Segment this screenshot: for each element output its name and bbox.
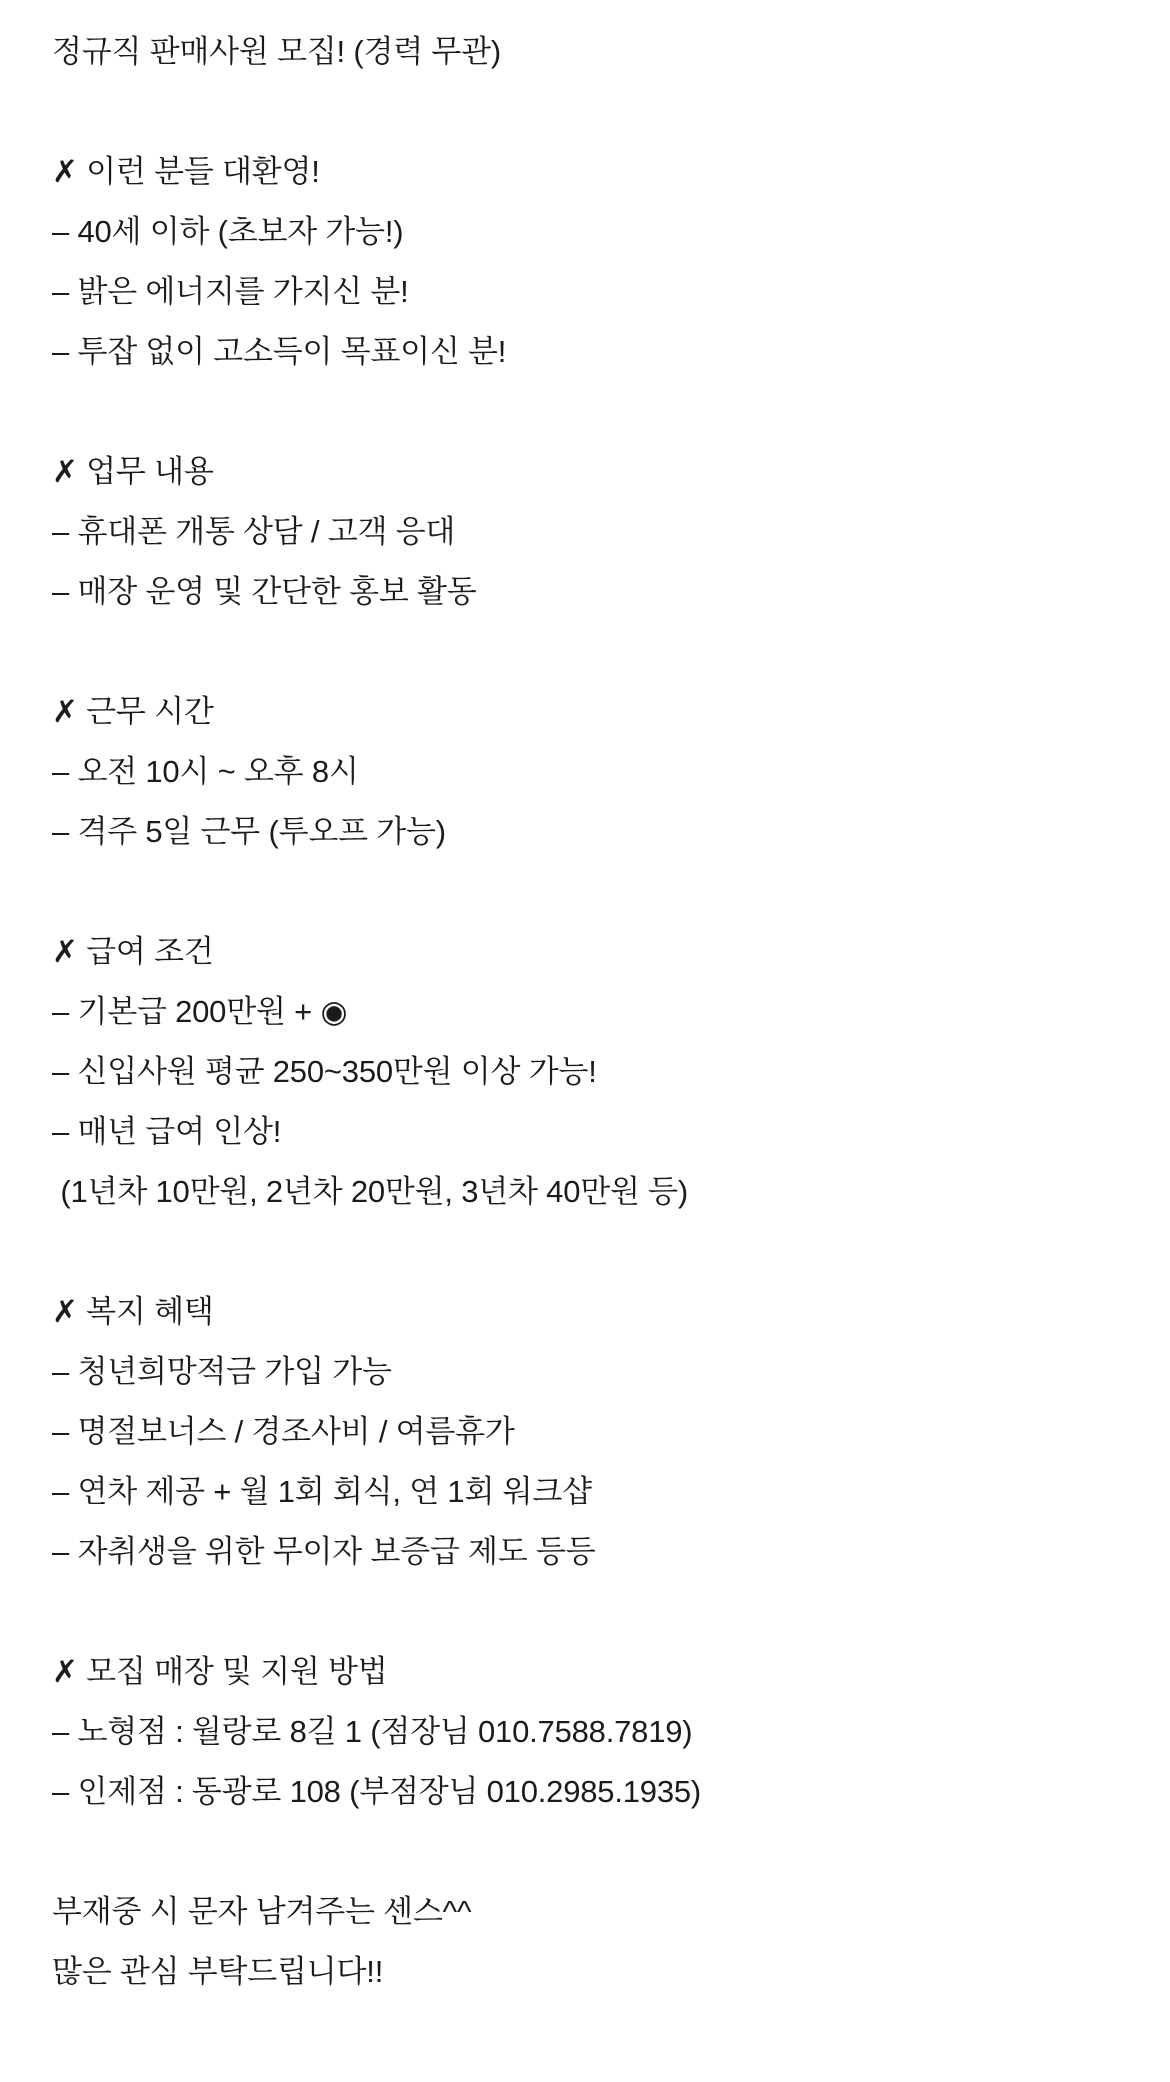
spacer — [52, 1222, 1118, 1282]
closing-line: 부재중 시 문자 남겨주는 센스^^ — [52, 1894, 472, 1929]
section-line: – 인제점 : 동광로 108 (부점장님 010.2985.1935) — [52, 1774, 702, 1809]
section-line: (1년차 10만원, 2년차 20만원, 3년차 40만원 등) — [52, 1174, 689, 1209]
section-line: – 노형점 : 월랑로 8길 1 (점장님 010.7588.7819) — [52, 1714, 693, 1749]
page-title: 정규직 판매사원 모집! (경력 무관) — [52, 34, 502, 69]
section-line: – 밝은 에너지를 가지신 분! — [52, 274, 409, 309]
section-line: – 오전 10시 ~ 오후 8시 — [52, 754, 359, 789]
section-line: – 자취생을 위한 무이자 보증급 제도 등등 — [52, 1534, 596, 1569]
spacer — [52, 622, 1118, 682]
section-line: – 투잡 없이 고소득이 목표이신 분! — [52, 334, 507, 369]
section-heading: ✗ 근무 시간 — [52, 694, 214, 729]
spacer — [52, 382, 1118, 442]
spacer — [52, 82, 1118, 142]
section-preferred-applicants — [52, 142, 1118, 382]
closing-message — [52, 1882, 1118, 2002]
section-locations-and-apply — [52, 1642, 1118, 1822]
section-line: – 40세 이하 (초보자 가능!) — [52, 214, 404, 249]
section-line: – 신입사원 평균 250~350만원 이상 가능! — [52, 1054, 597, 1089]
closing-line: 많은 관심 부탁드립니다!! — [52, 1954, 384, 1989]
section-working-hours — [52, 682, 1118, 862]
section-line: – 격주 5일 근무 (투오프 가능) — [52, 814, 446, 849]
spacer — [52, 1582, 1118, 1642]
section-job-duties — [52, 442, 1118, 622]
section-heading: ✗ 급여 조건 — [52, 934, 214, 969]
section-line: – 매년 급여 인상! — [52, 1114, 282, 1149]
section-line: – 청년희망적금 가입 가능 — [52, 1354, 392, 1389]
section-line: – 기본급 200만원 + ◉ — [52, 994, 348, 1029]
section-salary — [52, 922, 1118, 1222]
section-line: – 연차 제공 + 월 1회 회식, 연 1회 워크샵 — [52, 1474, 592, 1509]
section-line: – 휴대폰 개통 상담 / 고객 응대 — [52, 514, 456, 549]
section-line: – 명절보너스 / 경조사비 / 여름휴가 — [52, 1414, 515, 1449]
section-benefits — [52, 1282, 1118, 1582]
section-heading: ✗ 모집 매장 및 지원 방법 — [52, 1654, 388, 1689]
section-line: – 매장 운영 및 간단한 홍보 활동 — [52, 574, 477, 609]
section-heading: ✗ 업무 내용 — [52, 454, 214, 489]
section-heading: ✗ 복지 혜택 — [52, 1294, 214, 1329]
spacer — [52, 862, 1118, 922]
spacer — [52, 1822, 1118, 1882]
section-heading: ✗ 이런 분들 대환영! — [52, 154, 320, 189]
